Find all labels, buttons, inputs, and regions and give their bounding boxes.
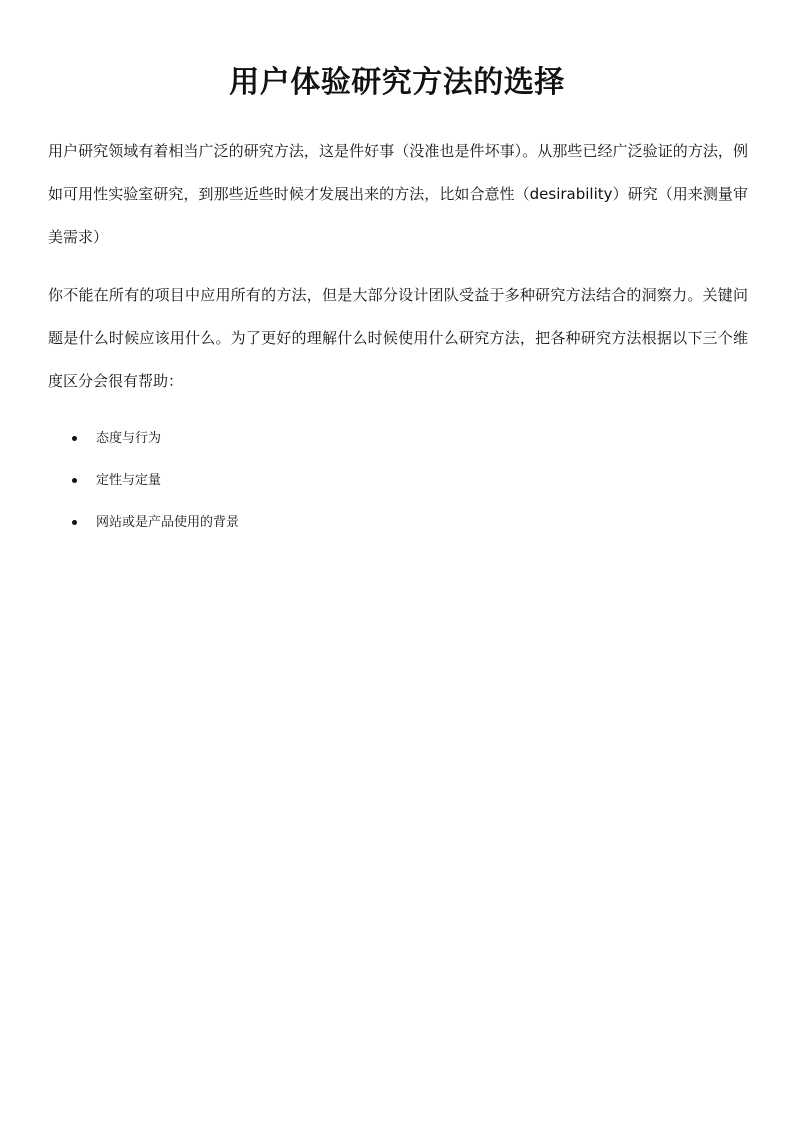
- document-title: 用户体验研究方法的选择: [229, 65, 565, 100]
- list-item: [68, 418, 239, 460]
- dimensions-paragraph: 你不能在所有的项目中应用所有的方法，但是大部分设计团队受益于多种研究方法结合的洞察力。关键问题是什么时候应该用什么。为了更好的理解什么时候使用什么研究方法，把各种研究方法根据以下三个维度区分会很有帮助：: [48, 286, 748, 390]
- bullet-icon: [72, 478, 77, 483]
- list-item-label: 态度与行为: [96, 431, 162, 446]
- list-item: [68, 502, 239, 544]
- bullet-icon: [72, 436, 77, 441]
- list-item: [68, 460, 239, 502]
- list-item-label: 网站或是产品使用的背景: [96, 515, 240, 530]
- bullet-icon: [72, 520, 77, 525]
- list-item-label: 定性与定量: [96, 473, 162, 488]
- dimensions-list: [68, 418, 239, 544]
- intro-paragraph: 用户研究领域有着相当广泛的研究方法，这是件好事（没准也是件坏事）。从那些已经广泛验证的方法，例如可用性实验室研究，到那些近些时候才发展出来的方法，比如合意性（desirability）研究（用来测量审美需求）: [48, 142, 748, 246]
